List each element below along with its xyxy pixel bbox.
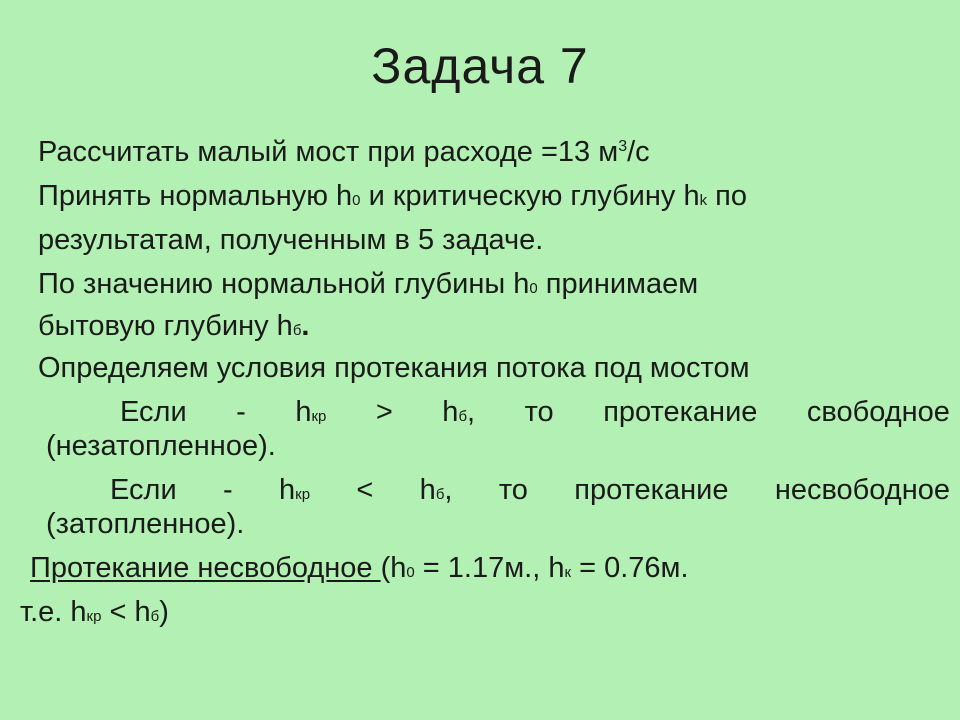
word: то: [498, 474, 528, 506]
text: Принять нормальную h: [38, 180, 353, 212]
line-discharge: [38, 134, 650, 175]
subscript: 0: [352, 192, 361, 209]
text: По значению нормальной глубины h: [38, 268, 530, 300]
subscript: кр: [86, 608, 102, 625]
word: протекание: [603, 396, 758, 428]
text: = 1.17м., h: [414, 552, 565, 584]
word: [295, 394, 326, 435]
text: h: [279, 474, 296, 506]
line-inequality: [20, 594, 169, 635]
text: h: [295, 396, 312, 428]
text: бытовую глубину h: [38, 310, 293, 342]
text: h: [419, 474, 436, 506]
text: по: [707, 180, 747, 212]
line-domestic-depth: [38, 308, 309, 349]
subscript: кр: [295, 486, 311, 503]
text: = 0.76м.: [571, 552, 689, 584]
text: ): [159, 596, 169, 628]
line-depths: [38, 178, 747, 219]
subscript: k: [699, 192, 708, 209]
line-unflooded: (незатопленное).: [46, 430, 276, 462]
text: (h: [380, 552, 407, 584]
word: протекание: [574, 474, 729, 506]
word: -: [222, 474, 233, 506]
subscript: б: [292, 322, 302, 339]
word: [420, 472, 453, 513]
text: принимаем: [537, 268, 699, 300]
word: [442, 394, 475, 435]
line-conditions: Определяем условия протекания потока под мостом: [38, 352, 750, 384]
text: h: [442, 396, 459, 428]
underlined-text: Протекание несвободное: [30, 552, 381, 584]
word: >: [375, 396, 393, 428]
subscript: 0: [406, 564, 415, 581]
subscript: б: [435, 486, 445, 503]
word: Если: [110, 474, 177, 506]
slide-title: Задача 7: [371, 38, 589, 94]
line-normal-depth: [38, 266, 698, 307]
line-discharge-unit: /с: [627, 136, 650, 168]
word: то: [524, 396, 554, 428]
word: свободное: [806, 396, 950, 428]
subscript: 0: [529, 280, 538, 297]
text: < h: [101, 596, 151, 628]
text: .: [301, 310, 310, 342]
subscript: к: [564, 564, 572, 581]
subscript: б: [458, 408, 468, 425]
subscript: б: [150, 608, 160, 625]
word: -: [236, 396, 246, 428]
line-discharge-text: Рассчитать малый мост при расходе =13 м: [38, 136, 619, 168]
text: и критическую глубину h: [360, 180, 700, 212]
text: ,: [467, 396, 476, 428]
word: Если: [120, 396, 187, 428]
text: т.е. h: [20, 596, 87, 628]
word: [279, 472, 310, 513]
superscript-3: 3: [618, 138, 628, 155]
line-conclusion: [30, 550, 689, 591]
word: несвободное: [774, 474, 950, 506]
line-results: результатам, полученным в 5 задаче.: [38, 224, 544, 256]
text: ,: [444, 474, 453, 506]
line-flooded: (затопленное).: [46, 508, 245, 540]
subscript: кр: [311, 408, 327, 425]
word: <: [356, 474, 374, 506]
